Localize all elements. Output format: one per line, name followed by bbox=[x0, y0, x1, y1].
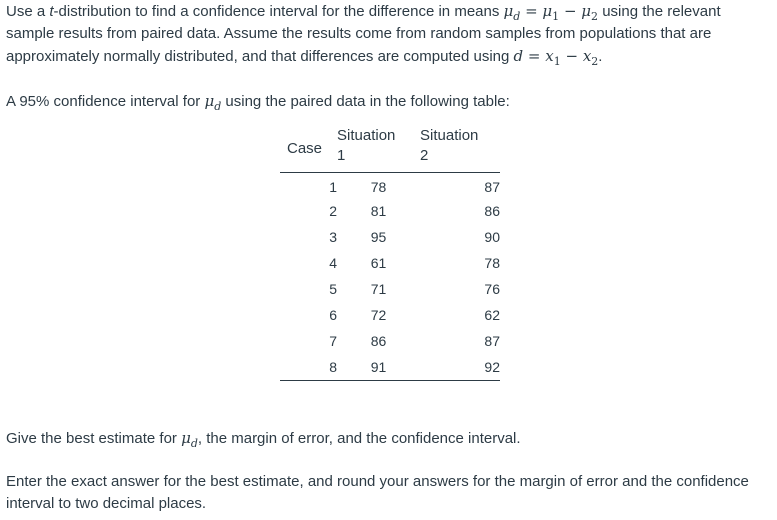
table-row bbox=[280, 354, 500, 380]
cell-situation-1: 61 bbox=[370, 255, 387, 271]
cell-situation-1: 81 bbox=[370, 203, 387, 219]
best-estimate-question: Give the best estimate for $\mu_d$, the margin of error, and the confidence interval. bbox=[6, 429, 521, 450]
table-row bbox=[280, 302, 500, 328]
table-row bbox=[280, 250, 500, 276]
cell-situation-2: 78 bbox=[484, 255, 500, 271]
table-row bbox=[280, 276, 500, 302]
cell-case: 5 bbox=[329, 281, 337, 297]
cell-situation-1: 72 bbox=[370, 307, 387, 323]
table-row bbox=[280, 328, 500, 354]
cell-situation-1: 71 bbox=[370, 281, 387, 297]
cell-case: 4 bbox=[329, 255, 337, 271]
table-header-row bbox=[280, 126, 500, 172]
cell-case: 6 bbox=[329, 307, 337, 323]
paired-data-table bbox=[280, 126, 500, 381]
rounding-instructions: Enter the exact answer for the best estimate, and round your answers for the margin of error and the confidence interval to two decimal places. bbox=[6, 473, 749, 512]
header-situation-2: Situation 2 bbox=[420, 126, 500, 172]
cell-case: 1 bbox=[329, 179, 337, 196]
cell-case: 2 bbox=[329, 203, 337, 219]
cell-situation-2: 76 bbox=[484, 281, 500, 297]
table-row bbox=[280, 224, 500, 250]
cell-situation-2: 87 bbox=[484, 333, 500, 349]
cell-situation-2: 87 bbox=[484, 179, 500, 196]
cell-situation-1: 78 bbox=[370, 179, 387, 196]
cell-situation-2: 62 bbox=[484, 307, 500, 323]
problem-intro: Use a t-distribution to find a confidence interval for the difference in means $\mu_d = \mu_1 - \mu_2$ using the relevant sample results from paired data. Assume the results come from random samples from populations that are approximately normally distributed, and that differences are computed using $d = x_1 - x_2$. bbox=[6, 2, 721, 68]
cell-situation-2: 92 bbox=[420, 354, 500, 380]
cell-situation-1: 91 bbox=[337, 354, 420, 380]
cell-situation-1: 86 bbox=[370, 333, 387, 349]
cell-case: 3 bbox=[329, 229, 337, 245]
header-case: Case bbox=[280, 126, 337, 172]
cell-situation-2: 86 bbox=[484, 203, 500, 219]
cell-situation-1: 95 bbox=[370, 229, 387, 245]
cell-case: 8 bbox=[280, 354, 337, 380]
header-situation-1: Situation 1 bbox=[337, 126, 420, 172]
cell-case: 7 bbox=[329, 333, 337, 349]
ci-instruction: A 95% confidence interval for $\mu_d$ using the paired data in the following table: bbox=[6, 92, 510, 113]
table-row bbox=[280, 198, 500, 224]
cell-situation-2: 90 bbox=[484, 229, 500, 245]
table-row bbox=[280, 172, 500, 198]
